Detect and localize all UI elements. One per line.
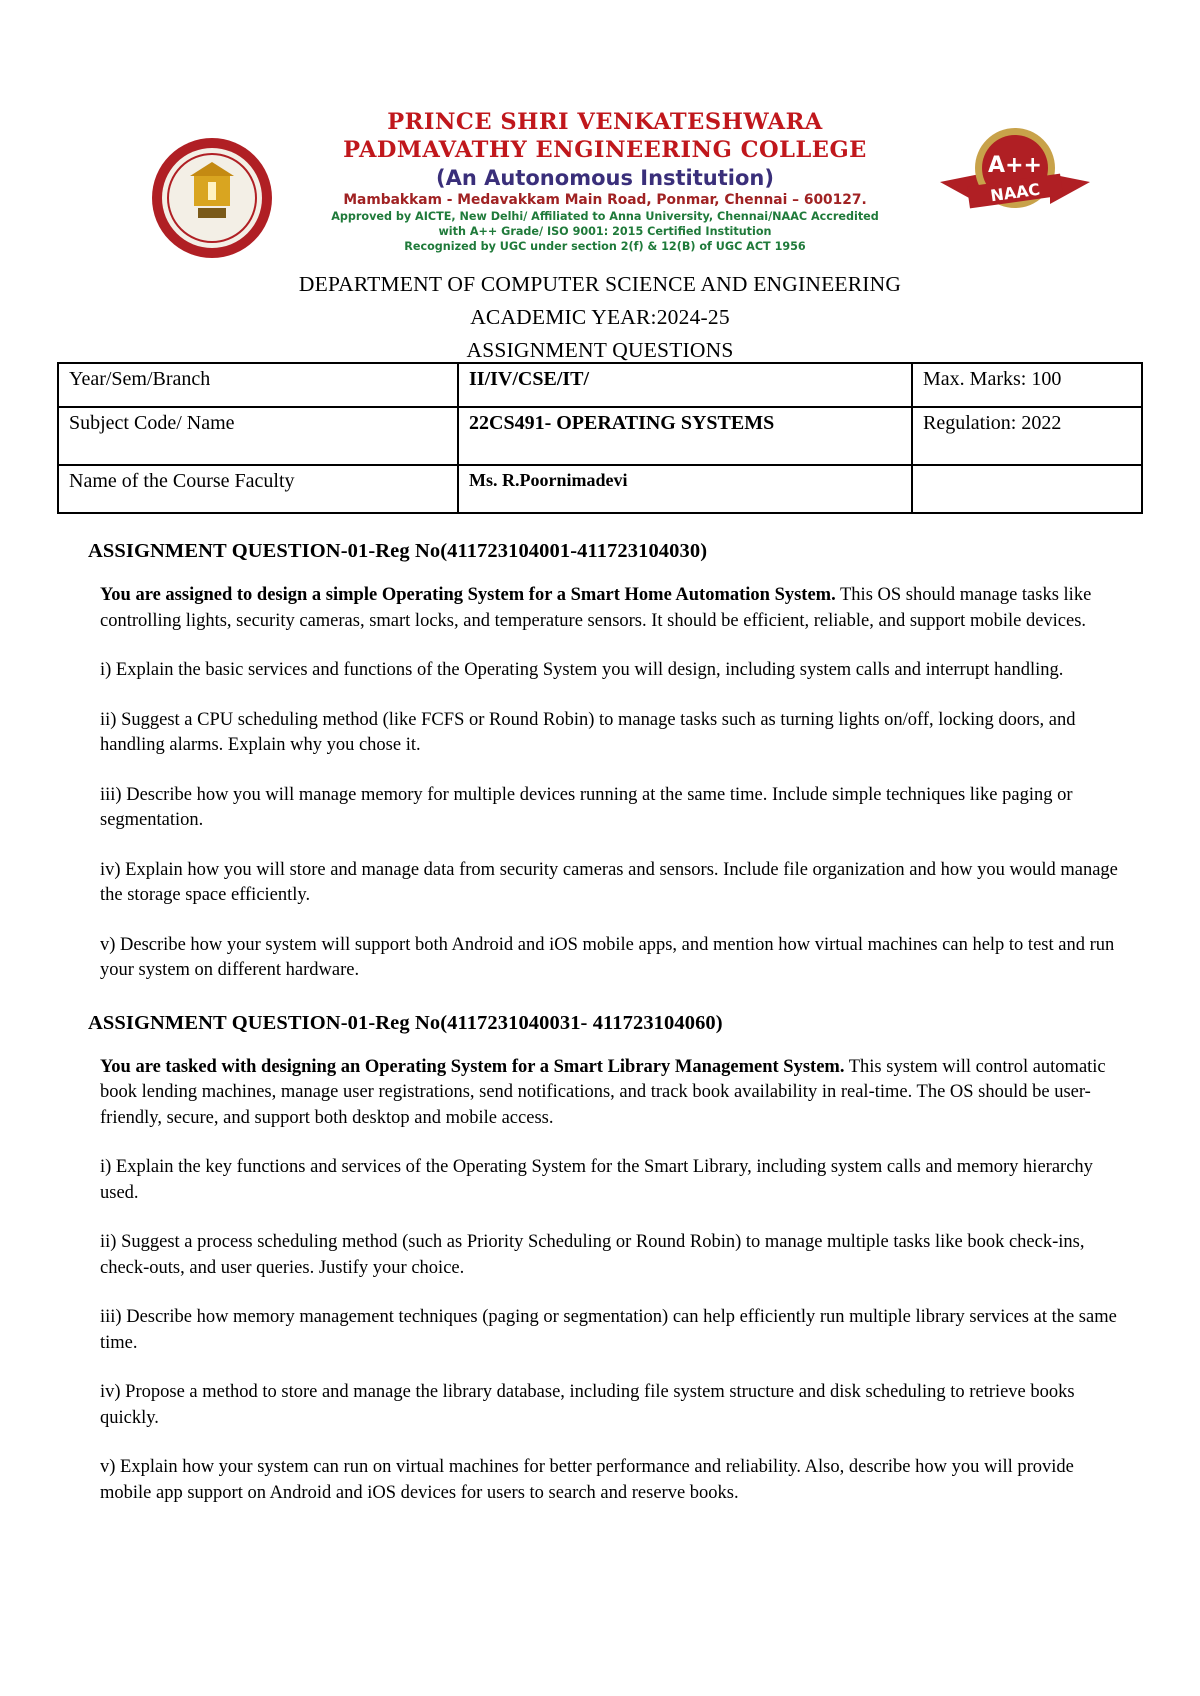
document-titles — [0, 268, 1200, 367]
approval-line2: with A++ Grade/ ISO 9001: 2015 Certified Institution — [438, 225, 772, 238]
scenario-text: This OS should manage tasks like controlling lights, security cameras, smart locks, and temperature sensors. It should be efficient, reliable, and support mobile devices. — [100, 585, 1092, 631]
scenario-paragraph — [100, 583, 1120, 634]
table-cell: Ms. R.Poornimadevi — [458, 465, 912, 513]
scenario-bold: You are assigned to design a simple Operating System for a Smart Home Automation System. — [100, 585, 836, 605]
assignment-title: ASSIGNMENT QUESTIONS — [466, 338, 734, 362]
naac-badge-logo — [940, 120, 1090, 230]
college-name-line1: PRINCE SHRI VENKATESHWARA — [387, 109, 823, 135]
question-item: i) Explain the basic services and functions of the Operating System you will design, including system calls and interrupt handling. — [100, 660, 1064, 680]
table-cell: Max. Marks: 100 — [912, 363, 1142, 407]
scenario-text: This system will control automatic book lending machines, manage user registrations, send notifications, and track book availability in real-time. The OS should be user-friendly, secure, and support both desktop and mobile access. — [100, 1056, 1106, 1128]
assignment-content — [88, 540, 1128, 1530]
question-item: iv) Explain how you will store and manage data from security cameras and sensors. Include file organization and how you would manage the storage space efficiently. — [100, 859, 1118, 905]
table-cell: Regulation: 2022 — [912, 407, 1142, 465]
scenario-paragraph — [100, 1055, 1120, 1132]
question-item: v) Explain how your system can run on virtual machines for better performance and reliability. Also, describe how you will provide mobile app support on Android and iOS devices for users to search and reserve books. — [100, 1457, 1074, 1503]
question-item: i) Explain the key functions and services of the Operating System for the Smart Library, including system calls and memory hierarchy used. — [100, 1157, 1093, 1203]
question-item: iii) Describe how you will manage memory for multiple devices running at the same time. Include simple techniques like paging or segmentation. — [100, 784, 1073, 830]
college-header — [140, 108, 1100, 258]
college-name-line2: PADMAVATHY ENGINEERING COLLEGE — [343, 137, 867, 163]
college-address: Mambakkam - Medavakkam Main Road, Ponmar, Chennai – 600127. — [343, 192, 867, 208]
question-item: ii) Suggest a process scheduling method (such as Priority Scheduling or Round Robin) to manage multiple tasks like book check-ins, check-outs, and user queries. Justify your choice. — [100, 1232, 1085, 1278]
table-cell: II/IV/CSE/IT/ — [458, 363, 912, 407]
approval-line1: Approved by AICTE, New Delhi/ Affiliated to Anna University, Chennai/NAAC Accredited — [331, 210, 879, 223]
section-title: ASSIGNMENT QUESTION-01-Reg No(4117231040031- 411723104060) — [88, 1011, 723, 1034]
table-row — [58, 407, 1142, 465]
scenario-bold: You are tasked with designing an Operating System for a Smart Library Management System. — [100, 1056, 845, 1077]
course-info-table — [57, 362, 1143, 514]
question-item: ii) Suggest a CPU scheduling method (like FCFS or Round Robin) to manage tasks such as turning lights on/off, locking doors, and handling alarms. Explain why you chose it. — [100, 709, 1076, 755]
table-cell: Subject Code/ Name — [58, 407, 458, 465]
naac-label: NAAC — [989, 179, 1042, 206]
department-title: DEPARTMENT OF COMPUTER SCIENCE AND ENGINEERING — [298, 272, 902, 296]
approval-line3: Recognized by UGC under section 2(f) & 12(B) of UGC ACT 1956 — [404, 240, 806, 253]
table-cell: 22CS491- OPERATING SYSTEMS — [458, 407, 912, 465]
assignment-section — [88, 540, 1128, 984]
assignment-section — [88, 1012, 1128, 1507]
table-cell: Name of the Course Faculty — [58, 465, 458, 513]
college-name-block — [290, 108, 920, 254]
table-cell — [912, 465, 1142, 513]
question-item: iii) Describe how memory management techniques (paging or segmentation) can help efficiently run multiple library services at the same time. — [100, 1307, 1117, 1353]
table-cell: Year/Sem/Branch — [58, 363, 458, 407]
question-item: iv) Propose a method to store and manage the library database, including file system structure and disk scheduling to retrieve books quickly. — [100, 1382, 1075, 1428]
section-title: ASSIGNMENT QUESTION-01-Reg No(411723104001-411723104030) — [88, 540, 708, 562]
table-row — [58, 363, 1142, 407]
naac-grade: A++ — [988, 153, 1042, 178]
table-row — [58, 465, 1142, 513]
question-item: v) Describe how your system will support both Android and iOS mobile apps, and mention how virtual machines can help to test and run your system on different hardware. — [100, 934, 1115, 980]
academic-year-title: ACADEMIC YEAR:2024-25 — [470, 305, 730, 329]
college-seal-logo — [150, 136, 274, 260]
autonomous-label: (An Autonomous Institution) — [436, 166, 774, 190]
